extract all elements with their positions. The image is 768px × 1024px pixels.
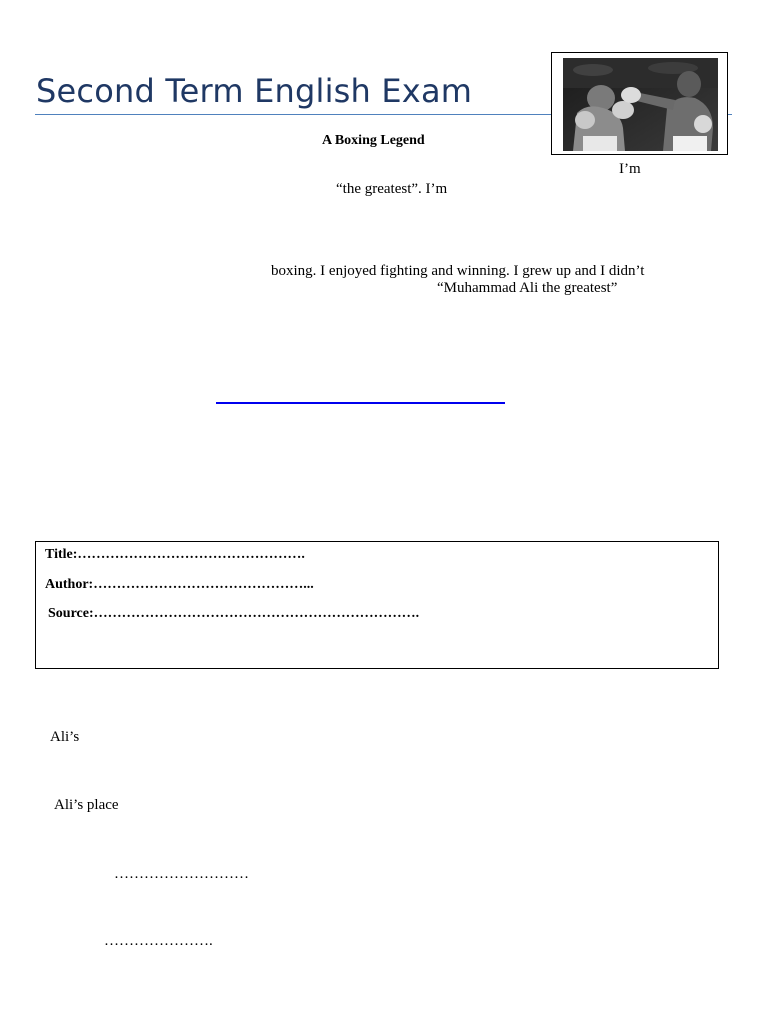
- passage-fragment: “the greatest”. I’m: [336, 181, 448, 197]
- question-text: Ali’s place: [54, 797, 119, 813]
- title-field[interactable]: Title:………………………………………….: [45, 547, 305, 562]
- source-field[interactable]: Source:…………………………………………………………….: [48, 606, 420, 621]
- boxing-photo: [551, 52, 728, 155]
- passage-fragment: I’m: [619, 161, 641, 177]
- source-info-box: [35, 541, 719, 669]
- question-text: Ali’s: [50, 729, 80, 745]
- passage-fragment: boxing. I enjoyed fighting and winning. I grew up and I didn’t: [271, 263, 645, 279]
- answer-blank[interactable]: ………………………: [114, 866, 249, 882]
- boxing-photo-image: [563, 58, 718, 151]
- author-field[interactable]: Author:………………………………………...: [45, 577, 314, 592]
- passage-fragment: “Muhammad Ali the greatest”: [437, 280, 618, 296]
- answer-blank[interactable]: ………………….: [104, 933, 213, 949]
- page-title: Second Term English Exam: [36, 72, 473, 110]
- passage-heading: A Boxing Legend: [322, 133, 425, 148]
- hyperlink-underline[interactable]: [216, 402, 505, 404]
